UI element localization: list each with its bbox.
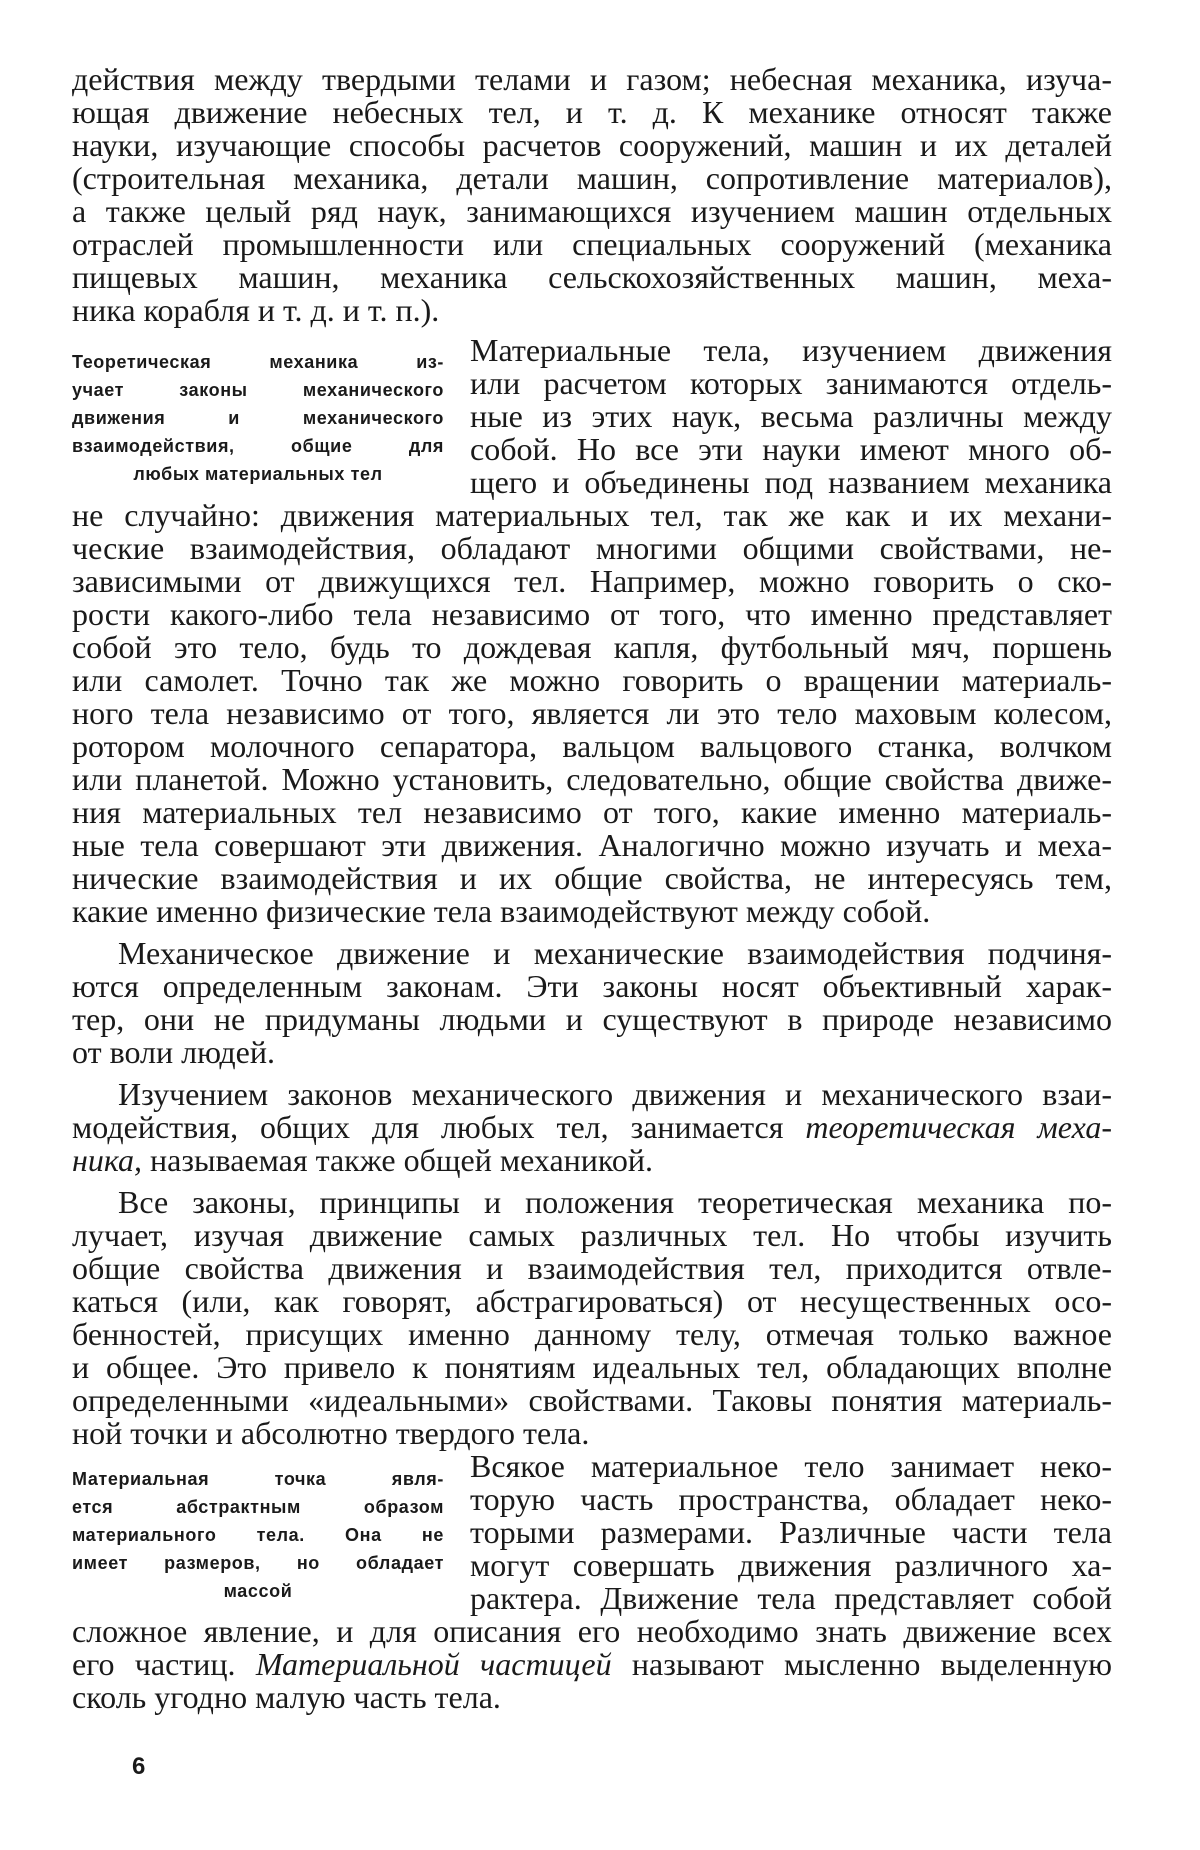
body-line: ющая движение небесных тел, и т. д. К механике относят также	[72, 94, 1112, 130]
body-line: (строительная механика, детали машин, сопротивление материалов),	[72, 160, 1112, 196]
margin-note-line: учает законы механического	[72, 380, 444, 400]
body-line: каться (или, как говорят, абстрагироваться) от несущественных осо-	[72, 1283, 1112, 1319]
margin-note-line: Теоретическая механика из-	[72, 352, 444, 372]
body-line: пищевых машин, механика сельскохозяйственных машин, меха-	[72, 259, 1112, 295]
body-text: модействия, общих для любых тел, занимается	[72, 1109, 784, 1145]
body-line: торую часть пространства, обладает неко-	[470, 1481, 1112, 1517]
body-line: и общее. Это привело к понятиям идеальных тел, обладающих вполне	[72, 1349, 1112, 1385]
body-line: какие именно физические тела взаимодействуют между собой.	[72, 893, 931, 929]
body-line: Материальные тела, изучением движения	[470, 332, 1112, 368]
body-line: Механическое движение и механические взаимодействия подчиня-	[118, 935, 1112, 971]
body-line: от воли людей.	[72, 1034, 275, 1070]
italic-term-material-particle: Материальной частицей	[255, 1646, 612, 1682]
body-text: называют мысленно выделенную	[631, 1646, 1113, 1682]
body-line: ные из этих наук, весьма различны между	[470, 398, 1112, 434]
body-line	[72, 1143, 1112, 1177]
body-line: а также целый ряд наук, занимающихся изучением машин отдельных	[72, 193, 1112, 229]
body-line: нические взаимодействия и их общие свойства, не интересуясь тем,	[72, 860, 1112, 896]
body-line: Всякое материальное тело занимает неко-	[470, 1448, 1112, 1484]
body-line	[72, 1647, 1112, 1681]
margin-note-line: любых материальных тел	[133, 464, 383, 484]
body-line: отраслей промышленности или специальных сооружений (механика	[72, 226, 1112, 262]
body-text: его частиц.	[72, 1646, 236, 1682]
italic-term-theoretical-mechanics-end: ника,	[72, 1142, 143, 1178]
margin-note-material-point	[72, 1465, 444, 1605]
margin-note-line: имеет размеров, но обладает	[72, 1553, 444, 1573]
body-line: щего и объединены под названием механика	[470, 464, 1112, 500]
margin-note-line: ется абстрактным образом	[72, 1497, 444, 1517]
margin-note-line: Материальная точка явля-	[72, 1469, 444, 1489]
page-number: 6	[132, 1753, 146, 1780]
body-line: сколь угодно малую часть тела.	[72, 1679, 501, 1715]
margin-note-theoretical-mechanics	[72, 348, 444, 488]
body-line: ческие взаимодействия, обладают многими общими свойствами, не-	[72, 530, 1112, 566]
body-line: Все законы, принципы и положения теоретическая механика по-	[118, 1184, 1112, 1220]
body-line: Изучением законов механического движения и механического взаи-	[118, 1076, 1112, 1112]
body-line: ные тела совершают эти движения. Аналогично можно изучать и меха-	[72, 827, 1112, 863]
body-line: собой это тело, будь то дождевая капля, футбольный мяч, поршень	[72, 629, 1112, 665]
body-line: общие свойства движения и взаимодействия тел, приходится отвле-	[72, 1250, 1112, 1286]
body-line: собой. Но все эти науки имеют много об-	[470, 431, 1112, 467]
body-line: торыми размерами. Различные части тела	[470, 1514, 1112, 1550]
body-line: рактера. Движение тела представляет собой	[470, 1580, 1112, 1616]
body-line: лучает, изучая движение самых различных тел. Но чтобы изучить	[72, 1217, 1112, 1253]
body-line: ротором молочного сепаратора, вальцом вальцового станка, волчком	[72, 728, 1112, 764]
margin-note-line: взаимодействия, общие для	[72, 436, 444, 456]
body-line: или планетой. Можно установить, следовательно, общие свойства движе-	[72, 761, 1112, 797]
body-line: ной точки и абсолютно твердого тела.	[72, 1415, 590, 1451]
body-line: ются определенным законам. Эти законы носят объективный харак-	[72, 968, 1112, 1004]
margin-note-line: движения и механического	[72, 408, 444, 428]
body-text: называемая также общей механикой.	[150, 1142, 653, 1178]
margin-note-line: массой	[223, 1581, 293, 1601]
body-line: или самолет. Точно так же можно говорить о вращении материаль-	[72, 662, 1112, 698]
body-line: рости какого-либо тела независимо от того, что именно представляет	[72, 596, 1112, 632]
body-line: или расчетом которых занимаются отдель-	[470, 365, 1112, 401]
italic-term-theoretical-mechanics: теоретическая меха-	[805, 1109, 1113, 1145]
body-line: могут совершать движения различного ха-	[470, 1547, 1112, 1583]
body-line: зависимыми от движущихся тел. Например, можно говорить о ско-	[72, 563, 1112, 599]
body-line: определенными «идеальными» свойствами. Таковы понятия материаль-	[72, 1382, 1112, 1418]
body-line	[72, 1110, 1112, 1144]
body-line: ния материальных тел независимо от того, какие именно материаль-	[72, 794, 1112, 830]
body-line: тер, они не придуманы людьми и существуют в природе независимо	[72, 1001, 1112, 1037]
body-line: действия между твердыми телами и газом; небесная механика, изуча-	[72, 61, 1112, 97]
body-line: не случайно: движения материальных тел, так же как и их механи-	[72, 497, 1112, 533]
body-line: сложное явление, и для описания его необходимо знать движение всех	[72, 1613, 1112, 1649]
body-line: ного тела независимо от того, является ли это тело маховым колесом,	[72, 695, 1112, 731]
body-line: науки, изучающие способы расчетов сооружений, машин и их деталей	[72, 127, 1112, 163]
body-line: ника корабля и т. д. и т. п.).	[72, 292, 440, 328]
body-line: бенностей, присущих именно данному телу, отмечая только важное	[72, 1316, 1112, 1352]
margin-note-line: материального тела. Она не	[72, 1525, 444, 1545]
